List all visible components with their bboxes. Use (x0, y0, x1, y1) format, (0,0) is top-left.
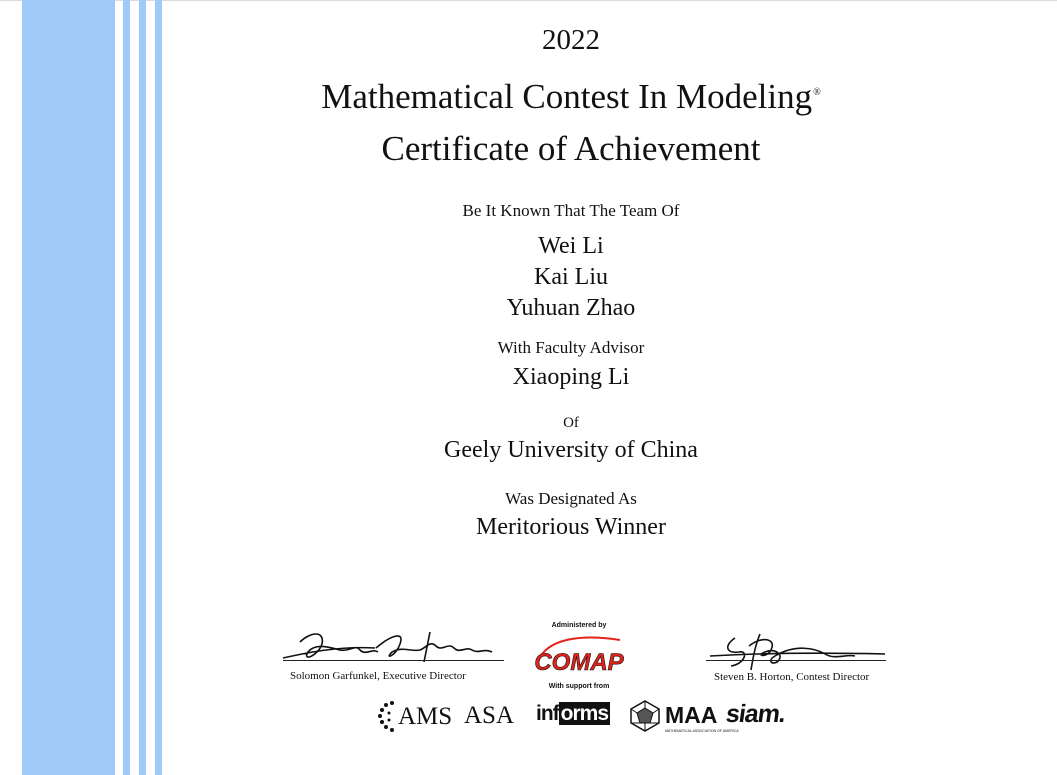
designation: Meritorious Winner (476, 514, 666, 540)
maa-subtitle: MATHEMATICAL ASSOCIATION OF AMERICA (665, 729, 739, 733)
university-name: Geely University of China (444, 437, 698, 463)
informs-logo (536, 702, 610, 726)
team-member: Kai Liu (534, 264, 608, 290)
advisor-label: With Faculty Advisor (497, 338, 645, 357)
ams-logo: AMS (398, 703, 453, 730)
left-signature-line (283, 660, 504, 661)
informs-prefix: inf (536, 702, 559, 725)
registered-mark: ® (813, 87, 821, 98)
informs-box: orms (560, 702, 609, 725)
right-signature-line (706, 660, 886, 661)
team-member: Yuhuan Zhao (506, 295, 636, 321)
known-label: Be It Known That The Team Of (462, 201, 680, 220)
advisor-name: Xiaoping Li (512, 364, 630, 390)
maa-logo: MAA (665, 702, 718, 728)
contest-title (0, 77, 1057, 117)
certificate-year: 2022 (542, 24, 600, 56)
support-label: With support from (548, 683, 610, 690)
right-signature (705, 628, 890, 674)
of-label: Of (563, 415, 579, 431)
left-signature-caption: Solomon Garfunkel, Executive Director (290, 670, 466, 682)
comap-logo (532, 632, 626, 678)
administered-by-label: Administered by (551, 622, 607, 629)
ams-dots-icon (377, 699, 399, 733)
comap-logo-text: COMAP (534, 649, 624, 676)
siam-logo: siam. (724, 700, 787, 728)
designation-label: Was Designated As (505, 489, 637, 508)
left-signature (280, 622, 510, 670)
certificate-subtitle: Certificate of Achievement (381, 129, 761, 168)
maa-polyhedron-icon (628, 700, 662, 732)
right-signature-caption: Steven B. Horton, Contest Director (714, 671, 870, 683)
contest-title-text: Mathematical Contest In Modeling (321, 77, 813, 116)
team-member: Wei Li (538, 233, 604, 259)
asa-logo: ASA (464, 702, 515, 729)
